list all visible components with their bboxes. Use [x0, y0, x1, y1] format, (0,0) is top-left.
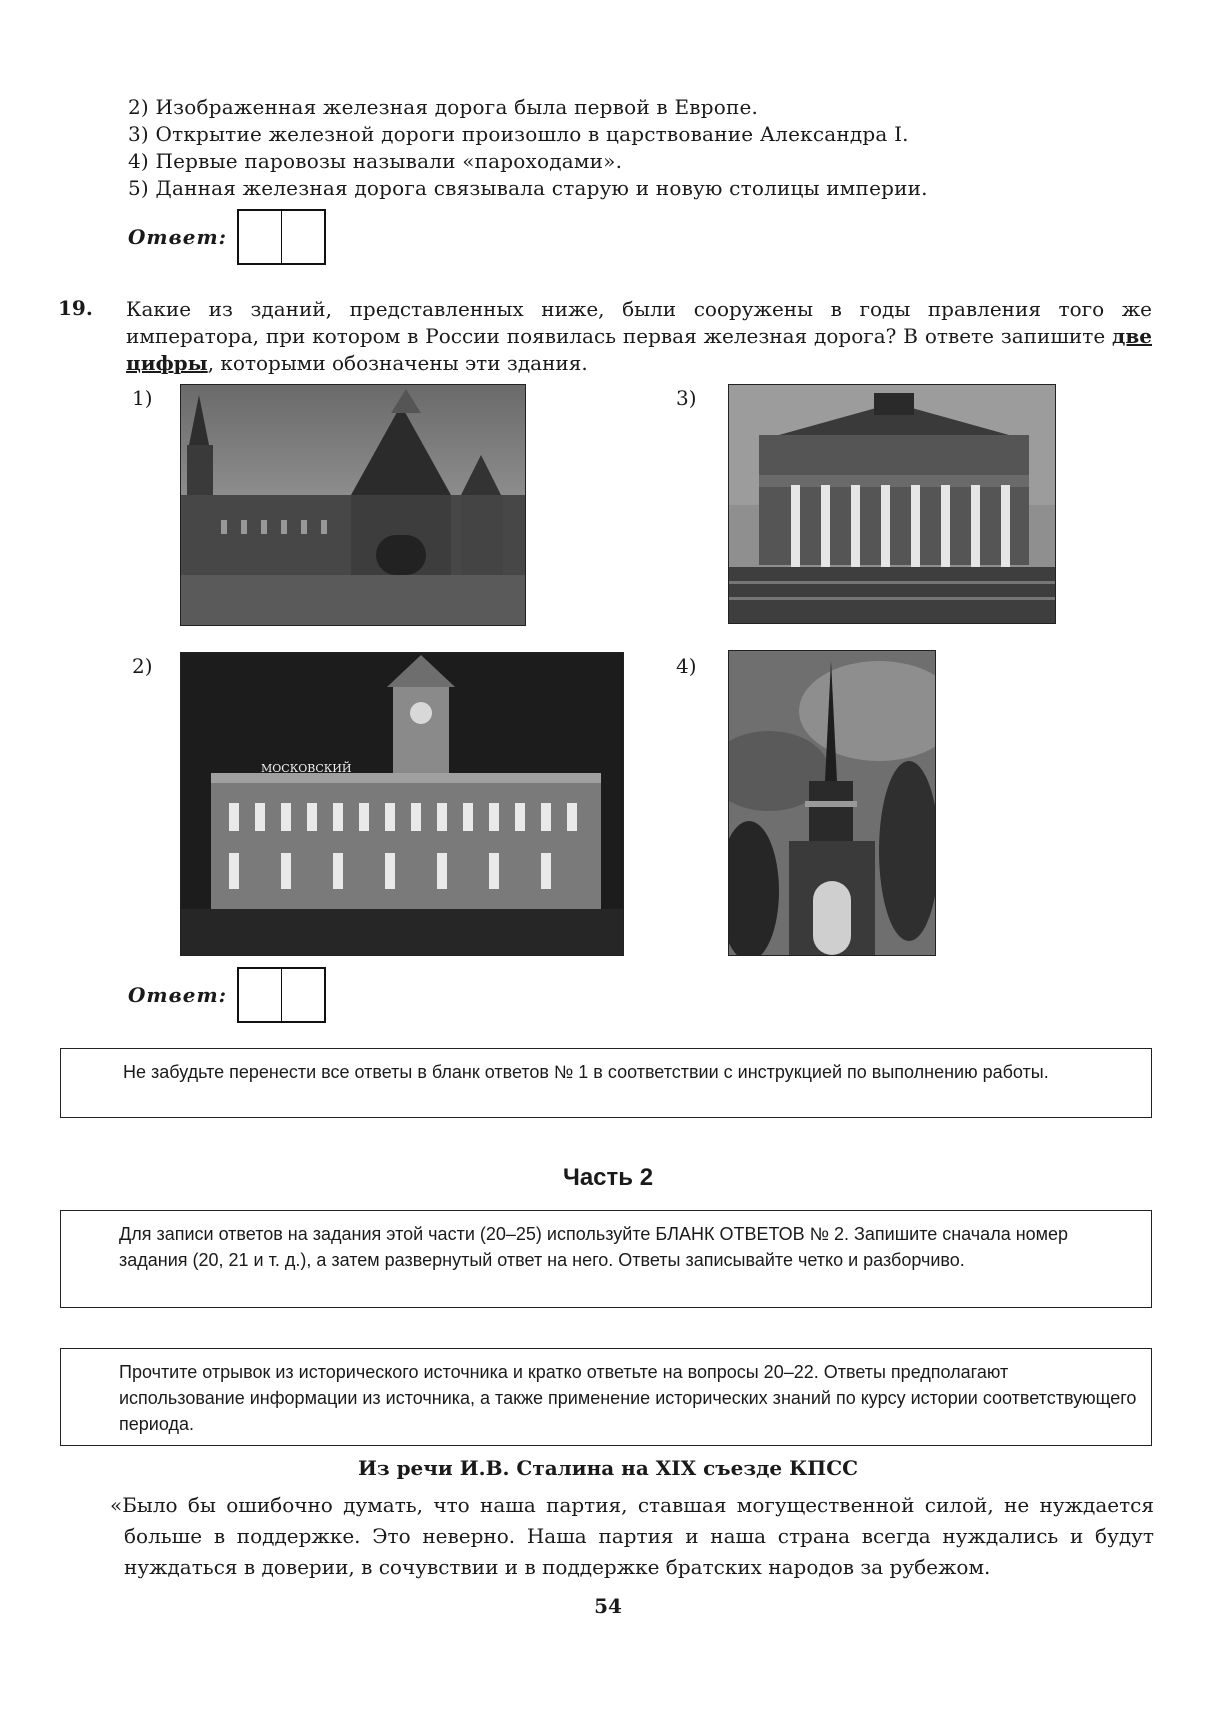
answer-box-18[interactable]	[237, 209, 326, 265]
admiralty-spire-photo	[728, 650, 936, 956]
source-title: Из речи И.В. Сталина на XIX съезде КПСС	[357, 1456, 859, 1480]
image-label-2: 2)	[132, 654, 153, 678]
question-number: 19.	[58, 296, 93, 320]
part2-instruction: Для записи ответов на задания этой части (20–25) используйте БЛАНК ОТВЕТОВ № 2. Запишите сначала номер задания (20, 21 и т. д.), а затем развернутый ответ на него. Ответы записывайте четко и разборчиво.	[60, 1210, 1152, 1308]
answer-label: Ответ:	[128, 983, 227, 1007]
answer-box-19[interactable]	[237, 967, 326, 1023]
answer-label: Ответ:	[128, 225, 227, 249]
question-text: Какие из зданий, представленных ниже, были сооружены в годы правления того же императора, при котором в России появилась первая железная дорога? В ответе запишите две цифры, которыми обозначены эти здания.	[126, 297, 1152, 375]
option-3: 3) Открытие железной дороги произошло в царствование Александра I.	[128, 122, 909, 146]
image-label-1: 1)	[132, 386, 153, 410]
answer-cell[interactable]	[282, 969, 324, 1021]
station-sign: МОСКОВСКИЙ	[261, 762, 352, 775]
page-number: 54	[594, 1594, 622, 1618]
question-emphasis: две цифры	[126, 324, 1152, 375]
image-label-3: 3)	[676, 386, 697, 410]
option-4: 4) Первые паровозы называли «пароходами».	[128, 149, 623, 173]
answer-cell[interactable]	[282, 211, 324, 263]
answer-row-19	[128, 967, 326, 1023]
answer-cell[interactable]	[239, 211, 282, 263]
answer-cell[interactable]	[239, 969, 282, 1021]
image-label-4: 4)	[676, 654, 697, 678]
yaroslavsky-station-photo	[180, 384, 526, 626]
answer-row-18	[128, 209, 326, 265]
option-5: 5) Данная железная дорога связывала старую и новую столицы империи.	[128, 176, 928, 200]
option-2: 2) Изображенная железная дорога была первой в Европе.	[128, 95, 759, 119]
leningradsky-station-night-photo	[180, 652, 624, 956]
notice-transfer-answers: Не забудьте перенести все ответы в бланк ответов № 1 в соответствии с инструкцией по выполнению работы.	[60, 1048, 1152, 1118]
part-title: Часть 2	[562, 1164, 654, 1191]
bolshoi-theatre-photo	[728, 384, 1056, 624]
source-instruction: Прочтите отрывок из исторического источника и кратко ответьте на вопросы 20–22. Ответы предполагают использование информации из источника, а также применение исторических знаний по курсу истории соответствующего периода.	[60, 1348, 1152, 1446]
source-text: «Было бы ошибочно думать, что наша партия, ставшая могущественной силой, не нуждается больше в поддержке. Это неверно. Наша партия и наша страна всегда нуждались и будут нуждаться в доверии, в сочувствии и в поддержке братских народов за рубежом.	[110, 1493, 1154, 1579]
